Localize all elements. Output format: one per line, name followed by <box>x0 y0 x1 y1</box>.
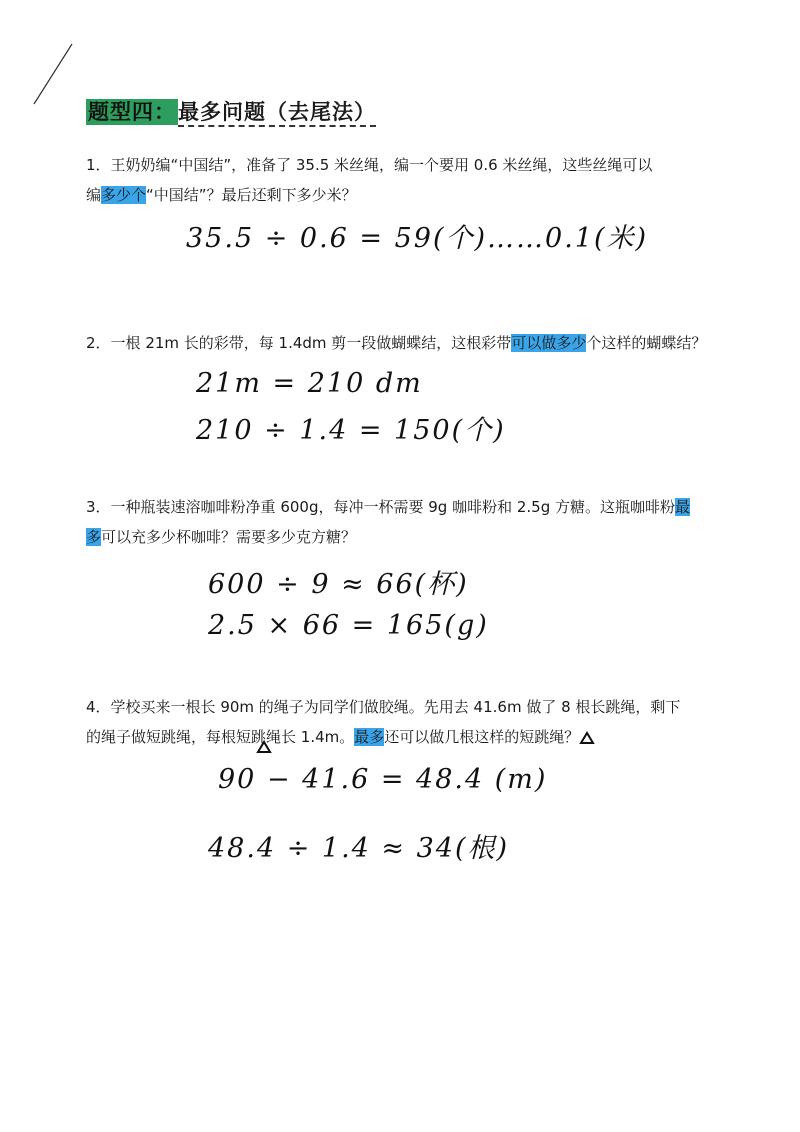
problem-1-line-2: 编多少个“中国结”？最后还剩下多少米？ <box>86 186 357 204</box>
problem-4-line-2: 的绳子做短跳绳，每根短跳绳长 1.4m。最多还可以做几根这样的短跳绳？ <box>86 722 756 752</box>
problem-4-line-1: 4．学校买来一根长 90m 的绳子为同学们做胶绳。先用去 41.6m 做了 8 根长跳绳，剩下 <box>86 698 681 716</box>
title-method: （去尾法） <box>266 100 376 124</box>
problem-number: 3． <box>86 498 111 516</box>
triangle-mark-icon <box>256 740 272 754</box>
problem-3-answer-line-2: 2.5 × 66 = 165(g) <box>208 610 489 641</box>
problem-1-line-1: 1．王奶奶编“中国结”，准备了 35.5 米丝绳，编一个要用 0.6 米丝绳，这些丝绳可以 <box>86 156 653 174</box>
keyword-highlight: 多少个 <box>101 186 147 204</box>
problem-2-line-1: 2．一根 21m 长的彩带，每 1.4dm 剪一段做蝴蝶结，这根彩带可以做多少个这样的蝴蝶结？ <box>86 334 707 352</box>
problem-3-line-2: 多可以充多少杯咖啡？需要多少克方糖？ <box>86 528 357 546</box>
problem-3-line-1: 3．一种瓶装速溶咖啡粉净重 600g，每冲一杯需要 9g 咖啡粉和 2.5g 方糖。这瓶咖啡粉最 <box>86 498 690 516</box>
title-type-label: 题型四： <box>88 100 176 124</box>
triangle-mark-icon <box>579 731 595 745</box>
problem-2-answer-line-1: 21m = 210 dm <box>196 368 423 399</box>
keyword-highlight: 最 <box>674 498 690 516</box>
problem-number: 2． <box>86 334 111 352</box>
keyword-highlight: 最多 <box>354 728 385 746</box>
problem-1-answer-line-1: 35.5 ÷ 0.6 = 59(个)……0.1(米) <box>186 223 649 254</box>
problem-4-answer-line-1: 90 − 41.6 = 48.4 (m) <box>218 764 548 795</box>
pen-stroke-mark <box>28 40 78 110</box>
problem-3 <box>86 492 756 552</box>
problem-number: 4． <box>86 698 111 716</box>
problem-number: 1． <box>86 156 111 174</box>
problem-3-answer-line-1: 600 ÷ 9 ≈ 66(杯) <box>208 569 469 600</box>
problem-4-answer-line-2: 48.4 ÷ 1.4 ≈ 34(根) <box>208 833 510 864</box>
problem-1 <box>86 150 756 210</box>
section-title <box>86 96 376 126</box>
problem-2 <box>86 328 756 358</box>
keyword-highlight: 可以做多少 <box>511 334 587 352</box>
problem-4 <box>86 692 756 752</box>
title-topic: 最多问题 <box>178 100 266 124</box>
keyword-highlight: 多 <box>86 528 102 546</box>
problem-2-answer-line-2: 210 ÷ 1.4 = 150(个) <box>196 415 506 446</box>
